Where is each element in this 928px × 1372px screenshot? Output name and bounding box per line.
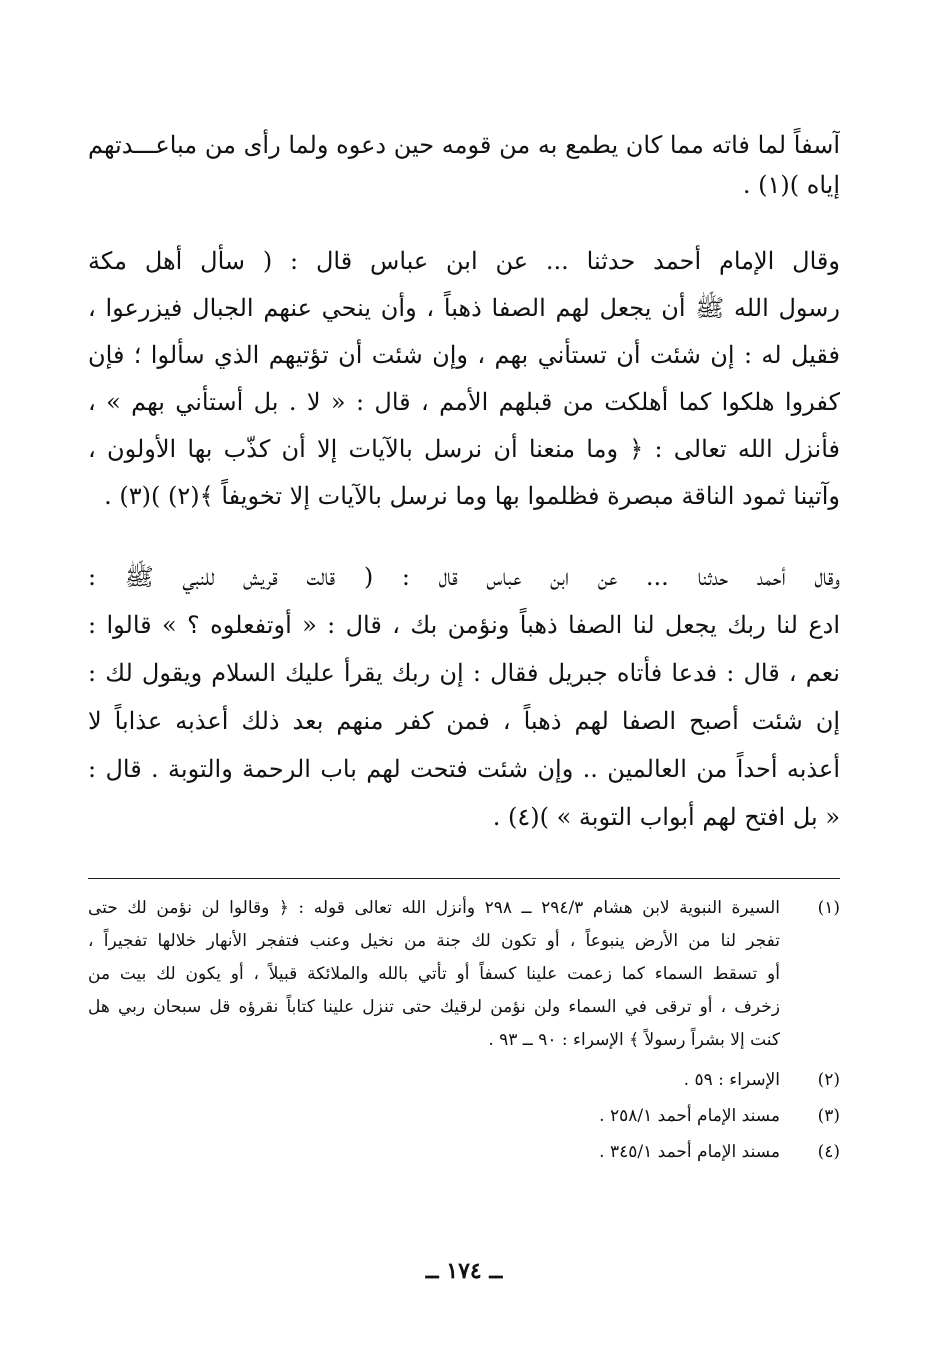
footnote-line: [88, 956, 840, 992]
footnote-text: زخرف ، أو ترقى في السماء ولن نؤمن لرقيك حتى تنزل علينا كتاباً نقرؤه قل سبحان ربي هل: [88, 997, 780, 1017]
text-line: آسفاً لما فاته مما كان يطمع به من قومه حين دعوه ولما رأى من مباعـــدتهم: [88, 131, 840, 159]
footnote-number: (٤): [817, 1142, 840, 1162]
text-line: كفروا هلكوا كما أهلكت من قبلهم الأمم ، قال : « لا . بل أستأني بهم » ،: [88, 388, 840, 416]
page-number: ــ ١٧٤ ــ: [425, 1258, 503, 1284]
text-line: إياه )(١) .: [742, 171, 840, 199]
footnote-separator: [88, 878, 840, 879]
text-line: وآتينا ثمود الناقة مبصرة فظلموا بها وما نرسل بالآيات إلا تخويفاً ﴾(٢) )(٣) .: [104, 482, 840, 510]
footnote-text: السيرة النبوية لابن هشام ٢٩٤/٣ ــ ٢٩٨ وأنزل الله تعالى قوله : ﴿ وقالوا لن نؤمن لك حتى: [88, 898, 780, 918]
text-line: وقال الإمام أحمد حدثنا ... عن ابن عباس قال : ( سأل أهل مكة: [88, 247, 840, 275]
text-line: « بل افتح لهم أبواب التوبة » )(٤) .: [492, 803, 840, 831]
text-line: وقال أحمد حدثنا ... عن ابن عباس قال : ( قالت قريش للنبي ﷺ :: [88, 563, 840, 591]
footnote-line: [88, 923, 840, 959]
footnote-text: أو تسقط السماء كما زعمت علينا كسفاً أو تأتي بالله والملائكة قبيلاً ، أو يكون لك بيت من: [88, 964, 780, 984]
footnote-line: [88, 1062, 840, 1098]
footnote-text: كنت إلا بشراً رسولاً ﴾ الإسراء : ٩٠ ــ ٩٣ .: [488, 1030, 780, 1050]
footnote-line: [88, 1098, 840, 1134]
footnote-line: [88, 1022, 840, 1058]
text-line: أعذبه أحداً من العالمين .. وإن شئت فتحت لهم باب الرحمة والتوبة . قال :: [88, 755, 840, 783]
footnote-line: [88, 890, 840, 926]
text-line: رسول الله ﷺ أن يجعل لهم الصفا ذهباً ، وأن ينحي عنهم الجبال فيزرعوا ،: [88, 294, 840, 322]
footnote-text: تفجر لنا من الأرض ينبوعاً ، أو تكون لك جنة من نخيل وعنب فتفجر الأنهار خلالها تفجيراً ،: [88, 931, 780, 951]
footnote-number: (١): [817, 898, 840, 918]
text-line: فقيل له : إن شئت أن تستأني بهم ، وإن شئت أن تؤتيهم الذي سألوا ؛ فإن: [88, 341, 840, 369]
footnote-number: (٢): [817, 1070, 840, 1090]
footnote-number: (٣): [817, 1106, 840, 1126]
footnote-text: مسند الإمام أحمد ٢٥٨/١ .: [599, 1106, 780, 1126]
footnote-text: الإسراء : ٥٩ .: [683, 1070, 780, 1090]
text-line: فأنزل الله تعالى : ﴿ وما منعنا أن نرسل بالآيات إلا أن كذّب بها الأولون ،: [88, 435, 840, 463]
footnote-line: [88, 989, 840, 1025]
footnote-text: مسند الإمام أحمد ٣٤٥/١ .: [599, 1142, 780, 1162]
text-line: إن شئت أصبح الصفا لهم ذهباً ، فمن كفر منهم بعد ذلك أعذبه عذاباً لا: [88, 707, 840, 735]
footnote-line: [88, 1134, 840, 1170]
text-line: ادع لنا ربك يجعل لنا الصفا ذهباً ونؤمن بك ، قال : « أوتفعلوه ؟ » قالوا :: [88, 611, 840, 639]
text-line: نعم ، قال : فدعا فأتاه جبريل فقال : إن ربك يقرأ عليك السلام ويقول لك :: [88, 659, 840, 687]
